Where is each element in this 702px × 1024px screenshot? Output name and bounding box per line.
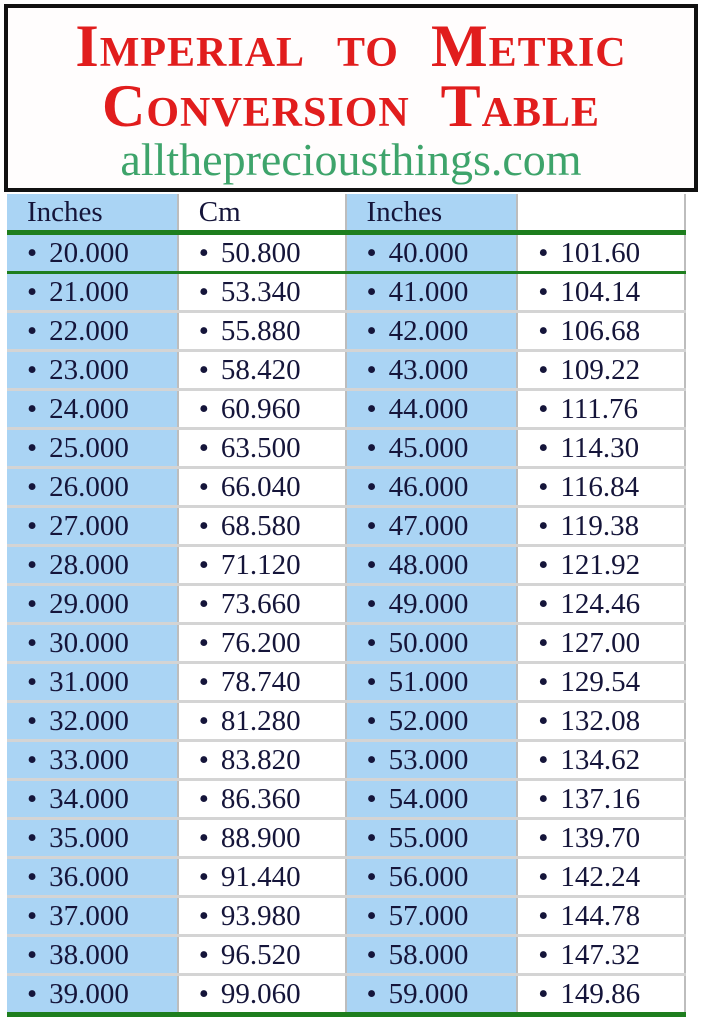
table-row xyxy=(7,235,686,271)
table-row xyxy=(7,778,686,817)
bullet-icon: • xyxy=(198,861,209,893)
value-text: 149.86 xyxy=(560,978,641,1010)
value-text: 104.14 xyxy=(560,276,641,308)
inches-right-cell xyxy=(347,703,517,739)
bullet-icon: • xyxy=(366,549,377,581)
value-text: 139.70 xyxy=(560,822,641,854)
cm-left-cell xyxy=(177,742,347,778)
value-text: 47.000 xyxy=(388,510,469,542)
cm-right-cell xyxy=(516,976,686,1012)
value-text: 21.000 xyxy=(49,276,129,308)
value-text: 58.000 xyxy=(388,939,469,971)
table-row xyxy=(7,856,686,895)
bullet-icon: • xyxy=(198,939,209,971)
inches-left-cell xyxy=(7,781,177,817)
bullet-icon: • xyxy=(198,354,209,386)
value-text: 127.00 xyxy=(560,627,641,659)
table-body xyxy=(7,235,686,1012)
value-text: 66.040 xyxy=(220,471,301,503)
cm-right-cell xyxy=(516,937,686,973)
inches-left-cell xyxy=(7,391,177,427)
value-text: 83.820 xyxy=(220,744,301,776)
table-row xyxy=(7,271,686,310)
value-text: 51.000 xyxy=(388,666,469,698)
cm-right-cell xyxy=(516,391,686,427)
value-text: 31.000 xyxy=(49,666,129,698)
bullet-icon: • xyxy=(27,315,38,347)
value-text: 34.000 xyxy=(49,783,129,815)
value-text: 119.38 xyxy=(560,510,640,542)
bullet-icon: • xyxy=(198,315,209,347)
table-row xyxy=(7,817,686,856)
value-text: 33.000 xyxy=(49,744,129,776)
inches-left-cell xyxy=(7,703,177,739)
inches-left-cell xyxy=(7,586,177,622)
cm-right-cell xyxy=(516,547,686,583)
bullet-icon: • xyxy=(366,939,377,971)
bullet-icon: • xyxy=(538,237,549,269)
inches-right-cell xyxy=(347,742,517,778)
bullet-icon: • xyxy=(198,705,209,737)
inches-left-cell xyxy=(7,625,177,661)
table-row xyxy=(7,310,686,349)
value-text: 52.000 xyxy=(388,705,469,737)
value-text: 144.78 xyxy=(560,900,641,932)
value-text: 106.68 xyxy=(560,315,641,347)
inches-right-cell xyxy=(347,235,517,271)
value-text: 96.520 xyxy=(220,939,301,971)
cm-right-cell xyxy=(516,508,686,544)
value-text: 68.580 xyxy=(220,510,301,542)
value-text: 78.740 xyxy=(220,666,301,698)
table-row xyxy=(7,934,686,973)
value-text: 55.000 xyxy=(388,822,469,854)
inches-left-cell xyxy=(7,859,177,895)
bullet-icon: • xyxy=(366,978,377,1010)
bullet-icon: • xyxy=(27,588,38,620)
value-text: 57.000 xyxy=(388,900,469,932)
bullet-icon: • xyxy=(538,861,549,893)
bullet-icon: • xyxy=(27,744,38,776)
value-text: 132.08 xyxy=(560,705,641,737)
bullet-icon: • xyxy=(538,588,549,620)
bullet-icon: • xyxy=(198,627,209,659)
value-text: 35.000 xyxy=(49,822,129,854)
bullet-icon: • xyxy=(198,588,209,620)
bullet-icon: • xyxy=(366,822,377,854)
cm-right-cell xyxy=(516,469,686,505)
value-text: 91.440 xyxy=(220,861,301,893)
inches-right-cell xyxy=(347,781,517,817)
bullet-icon: • xyxy=(366,510,377,542)
cm-left-cell xyxy=(177,898,347,934)
inches-right-cell xyxy=(347,625,517,661)
inches-right-cell xyxy=(347,976,517,1012)
inches-left-cell xyxy=(7,508,177,544)
inches-left-cell xyxy=(7,313,177,349)
value-text: 23.000 xyxy=(49,354,129,386)
cm-left-cell xyxy=(177,781,347,817)
value-text: 39.000 xyxy=(49,978,129,1010)
value-text: 36.000 xyxy=(49,861,129,893)
bullet-icon: • xyxy=(366,627,377,659)
value-text: 109.22 xyxy=(560,354,641,386)
value-text: 101.60 xyxy=(560,237,641,269)
bullet-icon: • xyxy=(27,627,38,659)
value-text: 37.000 xyxy=(49,900,129,932)
value-text: 26.000 xyxy=(49,471,129,503)
cm-right-cell xyxy=(516,898,686,934)
value-text: 114.30 xyxy=(560,432,640,464)
bullet-icon: • xyxy=(366,783,377,815)
bullet-icon: • xyxy=(27,354,38,386)
cm-left-cell xyxy=(177,937,347,973)
value-text: 111.76 xyxy=(560,393,639,425)
bullet-icon: • xyxy=(366,276,377,308)
inches-left-cell xyxy=(7,664,177,700)
value-text: 28.000 xyxy=(49,549,129,581)
inches-right-cell xyxy=(347,586,517,622)
bullet-icon: • xyxy=(27,432,38,464)
inches-left-cell xyxy=(7,274,177,310)
inches-left-cell xyxy=(7,976,177,1012)
bullet-icon: • xyxy=(538,276,549,308)
value-text: 46.000 xyxy=(388,471,469,503)
column-header-inches-right: Inches xyxy=(347,194,517,230)
bullet-icon: • xyxy=(198,276,209,308)
inches-right-cell xyxy=(347,664,517,700)
table-row xyxy=(7,661,686,700)
value-text: 121.92 xyxy=(560,549,641,581)
column-header-inches-left: Inches xyxy=(7,194,177,230)
table-row xyxy=(7,622,686,661)
cm-left-cell xyxy=(177,430,347,466)
page-title-line1: Imperial to Metric xyxy=(75,13,627,79)
bullet-icon: • xyxy=(538,471,549,503)
bullet-icon: • xyxy=(366,588,377,620)
bullet-icon: • xyxy=(27,900,38,932)
value-text: 32.000 xyxy=(49,705,129,737)
bullet-icon: • xyxy=(27,549,38,581)
value-text: 53.000 xyxy=(388,744,469,776)
bullet-icon: • xyxy=(198,471,209,503)
conversion-table xyxy=(7,194,686,1017)
bullet-icon: • xyxy=(538,900,549,932)
bullet-icon: • xyxy=(27,978,38,1010)
bullet-icon: • xyxy=(538,978,549,1010)
bullet-icon: • xyxy=(538,705,549,737)
bullet-icon: • xyxy=(366,666,377,698)
bullet-icon: • xyxy=(538,783,549,815)
value-text: 99.060 xyxy=(220,978,301,1010)
value-text: 40.000 xyxy=(388,237,469,269)
bullet-icon: • xyxy=(198,900,209,932)
cm-left-cell xyxy=(177,352,347,388)
bullet-icon: • xyxy=(27,471,38,503)
inches-left-cell xyxy=(7,937,177,973)
inches-left-cell xyxy=(7,820,177,856)
cm-right-cell xyxy=(516,586,686,622)
cm-left-cell xyxy=(177,820,347,856)
value-text: 20.000 xyxy=(49,237,129,269)
table-row xyxy=(7,544,686,583)
bullet-icon: • xyxy=(198,432,209,464)
value-text: 38.000 xyxy=(49,939,129,971)
table-row xyxy=(7,895,686,934)
table-row xyxy=(7,427,686,466)
inches-right-cell xyxy=(347,313,517,349)
bullet-icon: • xyxy=(538,666,549,698)
bullet-icon: • xyxy=(27,276,38,308)
bullet-icon: • xyxy=(366,315,377,347)
value-text: 147.32 xyxy=(560,939,641,971)
bullet-icon: • xyxy=(27,666,38,698)
inches-right-cell xyxy=(347,508,517,544)
cm-left-cell xyxy=(177,625,347,661)
cm-right-cell xyxy=(516,664,686,700)
inches-left-cell xyxy=(7,898,177,934)
table-row xyxy=(7,466,686,505)
value-text: 60.960 xyxy=(220,393,301,425)
value-text: 142.24 xyxy=(560,861,641,893)
cm-right-cell xyxy=(516,430,686,466)
bullet-icon: • xyxy=(538,822,549,854)
value-text: 63.500 xyxy=(220,432,301,464)
value-text: 56.000 xyxy=(388,861,469,893)
bullet-icon: • xyxy=(538,510,549,542)
page-title-line2: Conversion Table xyxy=(101,73,601,139)
bullet-icon: • xyxy=(198,783,209,815)
table-row xyxy=(7,973,686,1012)
inches-right-cell xyxy=(347,820,517,856)
value-text: 45.000 xyxy=(388,432,469,464)
bullet-icon: • xyxy=(538,393,549,425)
inches-right-cell xyxy=(347,937,517,973)
cm-left-cell xyxy=(177,547,347,583)
inches-right-cell xyxy=(347,274,517,310)
bullet-icon: • xyxy=(366,471,377,503)
inches-left-cell xyxy=(7,235,177,271)
bullet-icon: • xyxy=(366,744,377,776)
value-text: 88.900 xyxy=(220,822,301,854)
cm-left-cell xyxy=(177,664,347,700)
cm-right-cell xyxy=(516,313,686,349)
cm-right-cell xyxy=(516,859,686,895)
inches-left-cell xyxy=(7,547,177,583)
value-text: 76.200 xyxy=(220,627,301,659)
table-row xyxy=(7,388,686,427)
bullet-icon: • xyxy=(27,783,38,815)
value-text: 44.000 xyxy=(388,393,469,425)
cm-left-cell xyxy=(177,313,347,349)
bullet-icon: • xyxy=(27,510,38,542)
value-text: 137.16 xyxy=(560,783,641,815)
bullet-icon: • xyxy=(366,705,377,737)
bullet-icon: • xyxy=(366,354,377,386)
value-text: 29.000 xyxy=(49,588,129,620)
value-text: 42.000 xyxy=(388,315,469,347)
inches-left-cell xyxy=(7,430,177,466)
value-text: 25.000 xyxy=(49,432,129,464)
value-text: 53.340 xyxy=(220,276,301,308)
bullet-icon: • xyxy=(538,549,549,581)
cm-left-cell xyxy=(177,859,347,895)
inches-right-cell xyxy=(347,352,517,388)
value-text: 71.120 xyxy=(220,549,301,581)
inches-left-cell xyxy=(7,469,177,505)
inches-right-cell xyxy=(347,430,517,466)
inches-right-cell xyxy=(347,547,517,583)
bullet-icon: • xyxy=(538,315,549,347)
value-text: 73.660 xyxy=(220,588,301,620)
cm-left-cell xyxy=(177,976,347,1012)
value-text: 24.000 xyxy=(49,393,129,425)
title-box xyxy=(4,4,698,192)
inches-right-cell xyxy=(347,469,517,505)
bullet-icon: • xyxy=(538,939,549,971)
cm-left-cell xyxy=(177,703,347,739)
table-row xyxy=(7,349,686,388)
cm-right-cell xyxy=(516,742,686,778)
bullet-icon: • xyxy=(198,744,209,776)
bullet-icon: • xyxy=(366,900,377,932)
inches-left-cell xyxy=(7,742,177,778)
value-text: 30.000 xyxy=(49,627,129,659)
value-text: 93.980 xyxy=(220,900,301,932)
bullet-icon: • xyxy=(538,627,549,659)
bullet-icon: • xyxy=(27,822,38,854)
cm-right-cell xyxy=(516,235,686,271)
bullet-icon: • xyxy=(27,861,38,893)
bullet-icon: • xyxy=(538,354,549,386)
cm-right-cell xyxy=(516,820,686,856)
value-text: 48.000 xyxy=(388,549,469,581)
bullet-icon: • xyxy=(198,393,209,425)
value-text: 86.360 xyxy=(220,783,301,815)
bullet-icon: • xyxy=(27,939,38,971)
column-header-cm-left: Cm xyxy=(177,194,347,230)
cm-right-cell xyxy=(516,781,686,817)
inches-right-cell xyxy=(347,391,517,427)
value-text: 59.000 xyxy=(388,978,469,1010)
value-text: 49.000 xyxy=(388,588,469,620)
table-row xyxy=(7,505,686,544)
value-text: 54.000 xyxy=(388,783,469,815)
column-header-cm-right xyxy=(516,194,686,230)
bullet-icon: • xyxy=(198,666,209,698)
value-text: 58.420 xyxy=(220,354,301,386)
value-text: 41.000 xyxy=(388,276,469,308)
value-text: 43.000 xyxy=(388,354,469,386)
value-text: 27.000 xyxy=(49,510,129,542)
bullet-icon: • xyxy=(366,393,377,425)
cm-left-cell xyxy=(177,274,347,310)
value-text: 129.54 xyxy=(560,666,641,698)
bullet-icon: • xyxy=(27,705,38,737)
cm-right-cell xyxy=(516,625,686,661)
bullet-icon: • xyxy=(198,822,209,854)
cm-left-cell xyxy=(177,586,347,622)
value-text: 50.000 xyxy=(388,627,469,659)
bullet-icon: • xyxy=(198,549,209,581)
value-text: 124.46 xyxy=(560,588,641,620)
inches-left-cell xyxy=(7,352,177,388)
bullet-icon: • xyxy=(27,237,38,269)
bullet-icon: • xyxy=(198,510,209,542)
inches-right-cell xyxy=(347,898,517,934)
bullet-icon: • xyxy=(366,432,377,464)
bullet-icon: • xyxy=(538,432,549,464)
value-text: 22.000 xyxy=(49,315,129,347)
cm-left-cell xyxy=(177,235,347,271)
table-row xyxy=(7,700,686,739)
value-text: 116.84 xyxy=(560,471,640,503)
cm-right-cell xyxy=(516,274,686,310)
bullet-icon: • xyxy=(27,393,38,425)
value-text: 50.800 xyxy=(220,237,301,269)
bullet-icon: • xyxy=(366,237,377,269)
table-row xyxy=(7,739,686,778)
value-text: 81.280 xyxy=(220,705,301,737)
bullet-icon: • xyxy=(198,978,209,1010)
bullet-icon: • xyxy=(198,237,209,269)
value-text: 134.62 xyxy=(560,744,641,776)
cm-left-cell xyxy=(177,469,347,505)
bullet-icon: • xyxy=(366,861,377,893)
table-row xyxy=(7,583,686,622)
cm-right-cell xyxy=(516,703,686,739)
bullet-icon: • xyxy=(538,744,549,776)
website-url: allthepreciousthings.com xyxy=(120,134,582,185)
inches-right-cell xyxy=(347,859,517,895)
cm-right-cell xyxy=(516,352,686,388)
cm-left-cell xyxy=(177,391,347,427)
table-header-row xyxy=(7,194,686,235)
cm-left-cell xyxy=(177,508,347,544)
value-text: 55.880 xyxy=(220,315,301,347)
